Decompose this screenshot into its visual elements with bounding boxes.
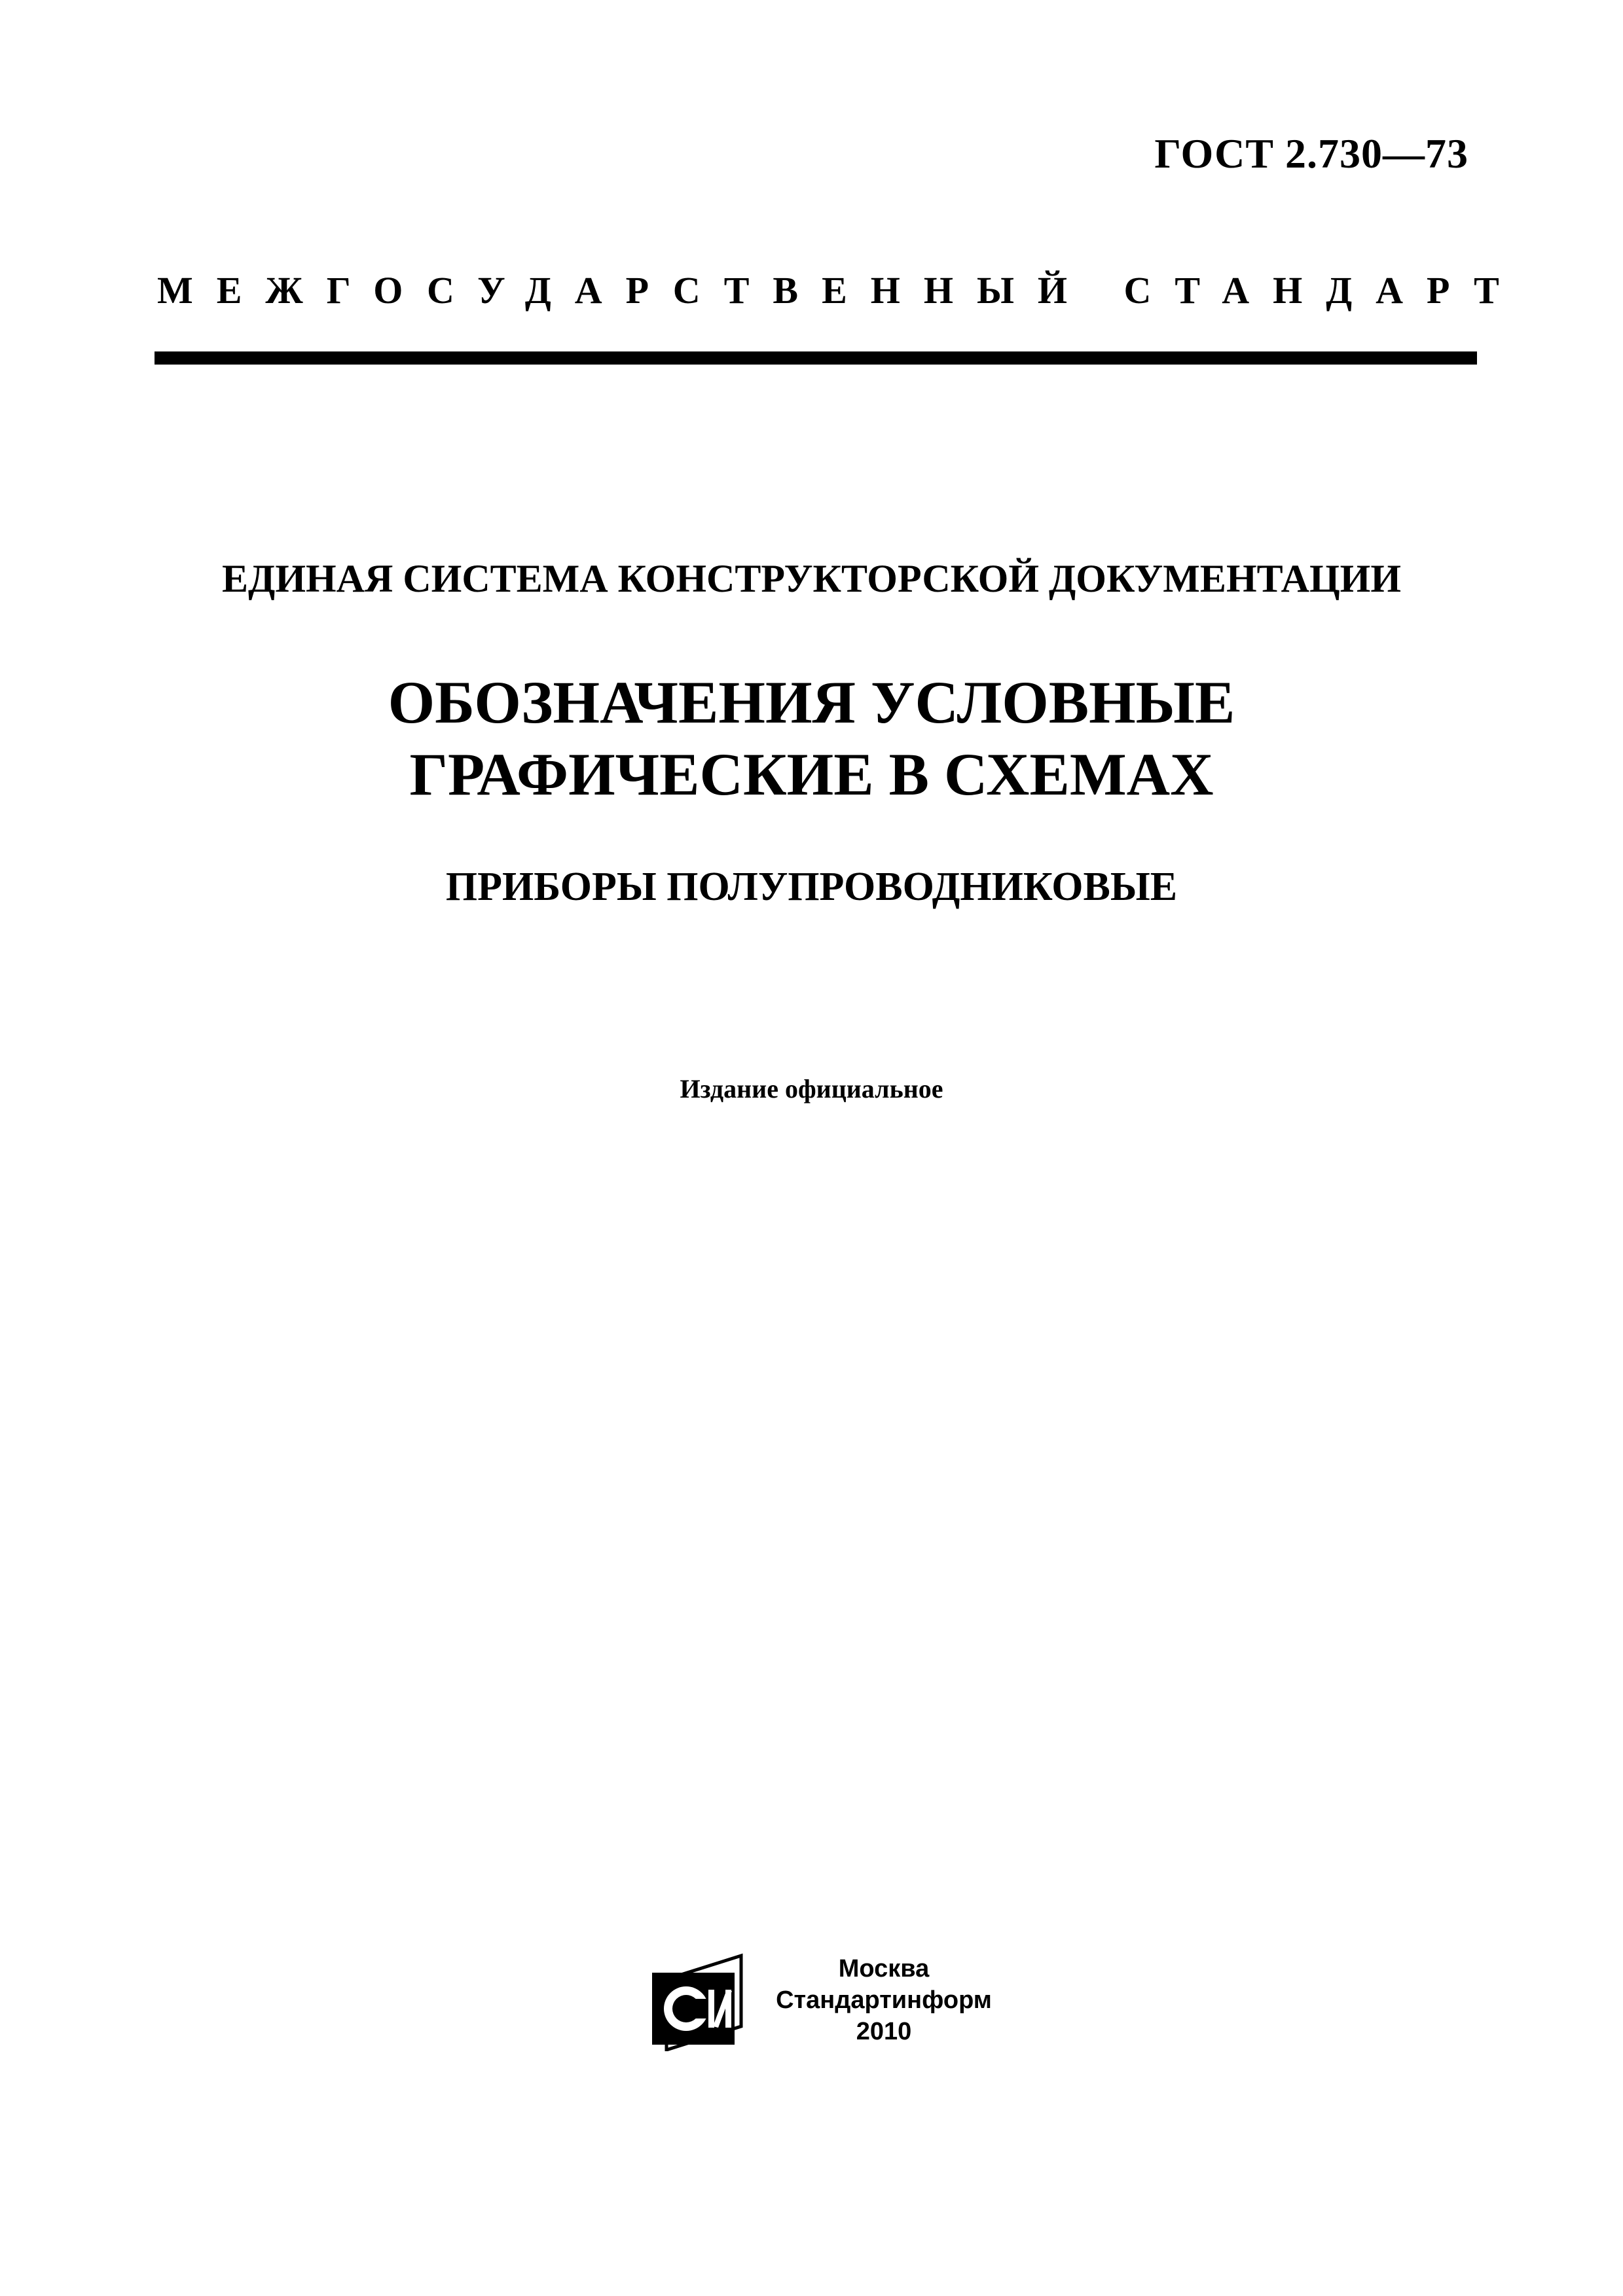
publisher-name: Стандартинформ <box>776 1986 992 2014</box>
series-title: ЕДИНАЯ СИСТЕМА КОНСТРУКТОРСКОЙ ДОКУМЕНТАЦИИ <box>222 557 1401 600</box>
main-title-line-2: ГРАФИЧЕСКИЕ В СХЕМАХ <box>409 741 1214 808</box>
document-subtitle: ПРИБОРЫ ПОЛУПРОВОДНИКОВЫЕ <box>445 865 1178 909</box>
main-title-line-1: ОБОЗНАЧЕНИЯ УСЛОВНЫЕ <box>388 669 1235 736</box>
header-divider <box>155 351 1477 365</box>
standard-number: ГОСТ 2.730—73 <box>1154 130 1468 177</box>
edition-note: Издание официальное <box>680 1074 943 1103</box>
standartinform-logo-icon <box>648 1953 746 2051</box>
publisher-city: Москва <box>838 1955 930 1982</box>
publication-year: 2010 <box>856 2018 912 2045</box>
interstate-standard-label: МЕЖГОСУДАРСТВЕННЫЙ СТАНДАРТ <box>157 269 1523 312</box>
publisher-imprint <box>773 1953 995 2047</box>
